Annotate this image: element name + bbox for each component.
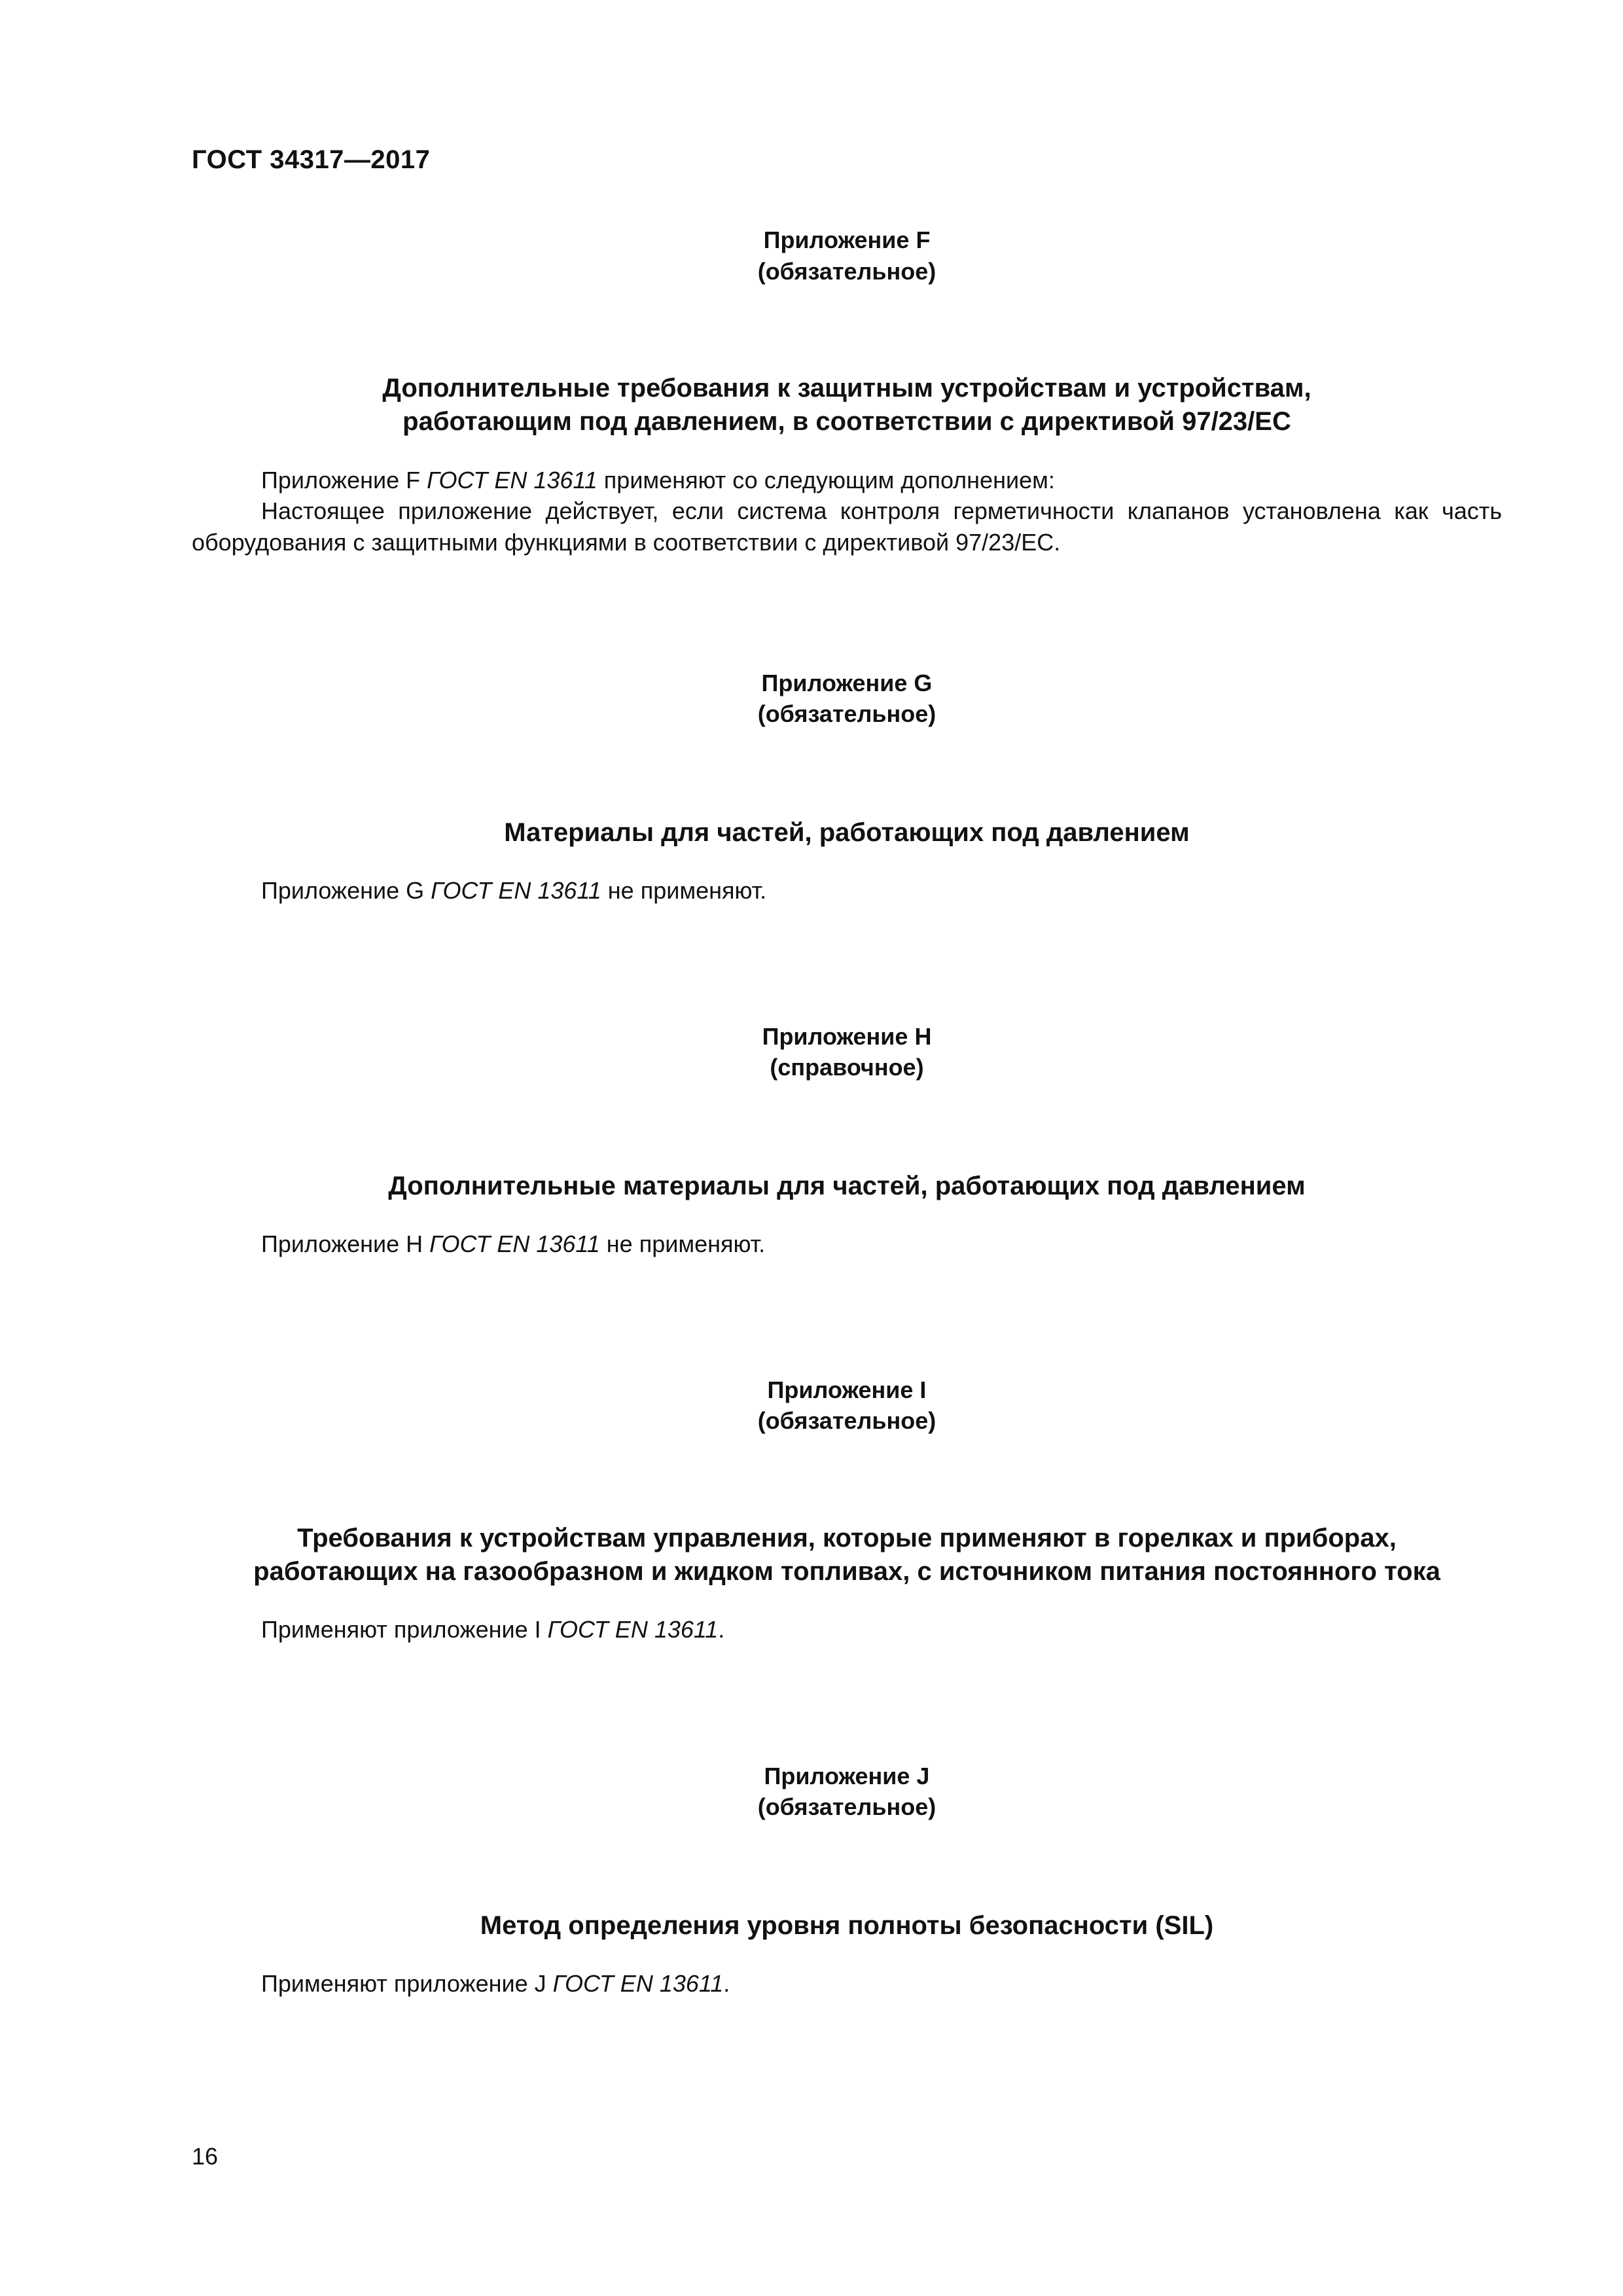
page-number: 16 [192,2143,219,2170]
appendix-i-heading-line-1: Требования к устройствам управления, которые применяют в горелках и приборах, [297,1524,1397,1552]
appendix-g-title: Приложение G [761,670,933,696]
appendix-h-title: Приложение Н [762,1023,932,1050]
appendix-f-heading-line-1: Дополнительные требования к защитным устройствам и устройствам, [382,374,1311,403]
standard-reference: ГОСТ EN 13611 [547,1616,719,1643]
appendix-f-paragraph-1: Приложение F ГОСТ EN 13611 применяют со следующим дополнением: [261,467,1055,493]
appendix-j-paragraph: Применяют приложение J ГОСТ EN 13611. [261,1970,730,1997]
appendix-j-status: (обязательное) [757,1793,936,1820]
appendix-j-heading: Метод определения уровня полноты безопасности (SIL) [480,1911,1214,1940]
appendix-i-title: Приложение I [767,1376,927,1403]
appendix-f-status: (обязательное) [757,258,936,285]
appendix-i-status: (обязательное) [757,1407,936,1434]
appendix-g-status: (обязательное) [757,700,936,727]
document-code: ГОСТ 34317—2017 [192,145,431,174]
appendix-f-paragraph-2: Настоящее приложение действует, если система контроля герметичности клапанов установлена как часть оборудования с защитными функциями в соответствии с директивой 97/23/EC. [192,497,1502,556]
appendix-f-heading-line-2: работающим под давлением, в соответствии с директивой 97/23/EC [402,407,1291,436]
appendix-i-paragraph: Применяют приложение I ГОСТ EN 13611. [261,1616,725,1643]
appendix-i-heading-line-2: работающих на газообразном и жидком топливах, с источником питания постоянного тока [253,1557,1440,1586]
standard-reference: ГОСТ EN 13611 [429,1230,600,1257]
appendix-h-heading: Дополнительные материалы для частей, работающих под давлением [388,1172,1306,1200]
appendix-g-paragraph: Приложение G ГОСТ EN 13611 не применяют. [261,877,767,904]
standard-reference: ГОСТ EN 13611 [427,467,597,493]
appendix-f-title: Приложение F [763,226,931,253]
appendix-h-status: (справочное) [770,1054,924,1081]
appendix-j-title: Приложение J [764,1763,930,1789]
standard-reference: ГОСТ EN 13611 [431,877,601,904]
appendix-g-heading: Материалы для частей, работающих под давлением [504,818,1190,847]
appendix-h-paragraph: Приложение Н ГОСТ EN 13611 не применяют. [261,1230,766,1257]
standard-reference: ГОСТ EN 13611 [552,1970,724,1997]
